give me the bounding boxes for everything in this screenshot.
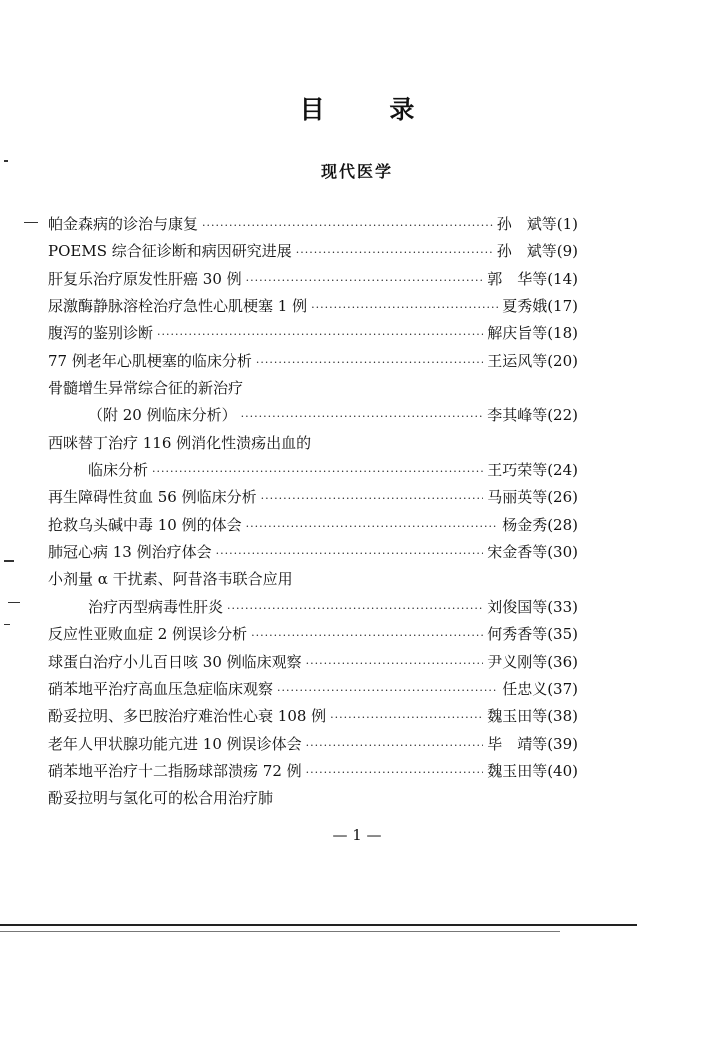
dot-leader [152, 465, 483, 478]
table-of-contents [48, 213, 578, 815]
toc-entry-author: 夏秀娥 [502, 297, 548, 316]
toc-entry [48, 322, 578, 349]
toc-entry-author-page [487, 651, 578, 672]
toc-entry-page: (14) [547, 269, 578, 288]
toc-entry [48, 651, 578, 678]
toc-entry-title: （附 20 例临床分析） [88, 406, 237, 425]
scan-mark [4, 160, 8, 162]
toc-entry-title: 西咪替丁治疗 116 例消化性溃疡出血的 [48, 433, 312, 452]
toc-entry-page: (26) [547, 488, 578, 507]
scan-mark [4, 560, 14, 562]
toc-entry-page: (17) [547, 297, 578, 316]
toc-entry [48, 350, 578, 377]
toc-entry-page: (20) [547, 351, 578, 370]
toc-entry-author-page [487, 350, 578, 371]
toc-entry-page: (1) [556, 215, 578, 233]
toc-entry-author: 王巧荣等 [487, 461, 548, 480]
toc-entry-title: 小剂量 α 干扰素、阿昔洛韦联合应用 [48, 570, 293, 589]
toc-entry [48, 268, 578, 295]
toc-entry [48, 733, 578, 760]
toc-entry [48, 596, 578, 623]
toc-entry-page: (35) [547, 625, 578, 644]
toc-entry-author: 杨金秀 [502, 515, 548, 534]
toc-entry-title: 治疗丙型病毒性肝炎 [88, 597, 224, 616]
toc-entry-title: 肝复乐治疗原发性肝癌 30 例 [48, 269, 242, 288]
toc-entry-author-page [487, 268, 578, 289]
dot-leader [251, 629, 483, 642]
bottom-rule-secondary [0, 931, 560, 932]
toc-entry-title: 腹泻的鉴别诊断 [48, 324, 154, 343]
dot-leader [306, 739, 484, 752]
toc-entry-page: (40) [547, 761, 578, 780]
dot-leader [241, 410, 484, 423]
page-number: — 1 — [332, 826, 382, 844]
toc-entry-title: 再生障碍性贫血 56 例临床分析 [48, 488, 257, 507]
toc-entry-title: 肺冠心病 13 例治疗体会 [48, 543, 212, 562]
dot-leader [202, 219, 493, 232]
toc-entry [48, 459, 578, 486]
toc-entry-title: 抢救乌头碱中毒 10 例的体会 [48, 515, 242, 534]
toc-entry-author-page [497, 240, 578, 261]
toc-entry-title: 老年人甲状腺功能亢进 10 例误诊体会 [48, 734, 302, 753]
scan-mark [8, 602, 20, 603]
toc-entry-author-page [502, 295, 578, 316]
toc-entry [48, 541, 578, 568]
toc-entry-author: 魏玉田等 [487, 761, 548, 780]
toc-entry-author: 何秀香等 [487, 625, 548, 644]
toc-entry-page: (38) [547, 707, 578, 726]
toc-entry-author: 毕 靖等 [487, 734, 548, 753]
toc-entry-author: 刘俊国等 [487, 597, 548, 616]
toc-entry-page: (18) [547, 324, 578, 343]
toc-entry [48, 486, 578, 513]
toc-entry [48, 213, 578, 240]
toc-entry-page: (39) [547, 734, 578, 753]
section-heading: 现代医学 [320, 162, 393, 181]
dot-leader [306, 657, 484, 670]
toc-entry-page: (36) [547, 652, 578, 671]
dot-leader [261, 492, 484, 505]
toc-entry-title: 硝苯地平治疗十二指肠球部溃疡 72 例 [48, 761, 302, 780]
toc-entry-title: 球蛋白治疗小儿百日咳 30 例临床观察 [48, 652, 302, 671]
toc-entry-author: 孙 斌等 [496, 242, 557, 261]
toc-entry-title: 硝苯地平治疗高血压急症临床观察 [48, 679, 274, 698]
toc-entry-author-page [487, 733, 578, 754]
toc-entry-title: 帕金森病的诊治与康复 [48, 215, 199, 233]
dot-leader [246, 274, 484, 287]
toc-entry-author-page [487, 596, 578, 617]
toc-entry-author: 解庆旨等 [487, 324, 548, 343]
toc-entry [48, 705, 578, 732]
toc-entry [48, 623, 578, 650]
dot-leader [246, 520, 499, 533]
toc-entry-author-page [487, 322, 578, 343]
toc-entry [48, 240, 578, 267]
toc-entry [48, 787, 578, 814]
toc-entry-title: 77 例老年心肌梗塞的临床分析 [48, 351, 252, 370]
toc-entry-author-page [497, 213, 578, 234]
toc-entry-title: 临床分析 [88, 461, 149, 480]
toc-entry-author: 尹义刚等 [487, 652, 548, 671]
toc-entry-author-page [502, 514, 578, 535]
toc-entry-author: 魏玉田等 [487, 707, 548, 726]
dot-leader [256, 356, 483, 369]
toc-entry [48, 432, 578, 459]
toc-entry-author: 王运风等 [487, 351, 548, 370]
toc-entry-author: 宋金香等 [487, 543, 548, 562]
dot-leader [277, 684, 498, 697]
page-title: 目 录 [299, 95, 443, 124]
toc-entry [48, 568, 578, 595]
toc-entry-author-page [487, 541, 578, 562]
toc-entry-page: (37) [547, 679, 578, 698]
toc-entry-author-page [487, 404, 578, 425]
toc-entry-title: 反应性亚败血症 2 例误诊分析 [48, 625, 248, 644]
dot-leader [157, 328, 483, 341]
dot-leader [306, 766, 484, 779]
dot-leader [216, 547, 484, 560]
toc-entry-title: POEMS 综合征诊断和病因研究进展 [48, 242, 292, 261]
toc-entry-page: (9) [556, 242, 578, 261]
toc-entry-author: 孙 斌等 [496, 215, 557, 233]
dot-leader [227, 602, 483, 615]
toc-entry-page: (33) [547, 597, 578, 616]
toc-entry-title: 尿激酶静脉溶栓治疗急性心肌梗塞 1 例 [48, 297, 308, 316]
toc-entry [48, 295, 578, 322]
toc-entry-page: (30) [547, 543, 578, 562]
scan-mark [4, 624, 10, 625]
toc-entry-author-page [487, 623, 578, 644]
toc-entry-title: 酚妥拉明与氢化可的松合用治疗肺 [48, 789, 274, 808]
toc-entry [48, 404, 578, 431]
toc-entry-title: 骨髓增生异常综合征的新治疗 [48, 379, 244, 398]
dot-leader [296, 246, 493, 259]
toc-entry-author: 马丽英等 [487, 488, 548, 507]
toc-entry-page: (24) [547, 461, 578, 480]
toc-entry-author-page [487, 459, 578, 480]
toc-entry-page: (28) [547, 515, 578, 534]
toc-entry-author-page [502, 678, 578, 699]
toc-entry-title: 酚妥拉明、多巴胺治疗难治性心衰 108 例 [48, 707, 327, 726]
bottom-rule [0, 924, 637, 926]
toc-entry [48, 760, 578, 787]
toc-entry [48, 678, 578, 705]
toc-entry-author-page [487, 486, 578, 507]
dot-leader [311, 301, 498, 314]
toc-entry-author: 李其峰等 [487, 406, 548, 425]
toc-entry-author-page [487, 705, 578, 726]
toc-entry [48, 514, 578, 541]
toc-entry-author: 任忠义 [502, 679, 548, 698]
scan-mark [24, 222, 38, 223]
dot-leader [330, 711, 483, 724]
toc-entry-page: (22) [547, 406, 578, 425]
toc-entry-author: 郭 华等 [487, 269, 548, 288]
toc-entry [48, 377, 578, 404]
toc-entry-author-page [487, 760, 578, 781]
